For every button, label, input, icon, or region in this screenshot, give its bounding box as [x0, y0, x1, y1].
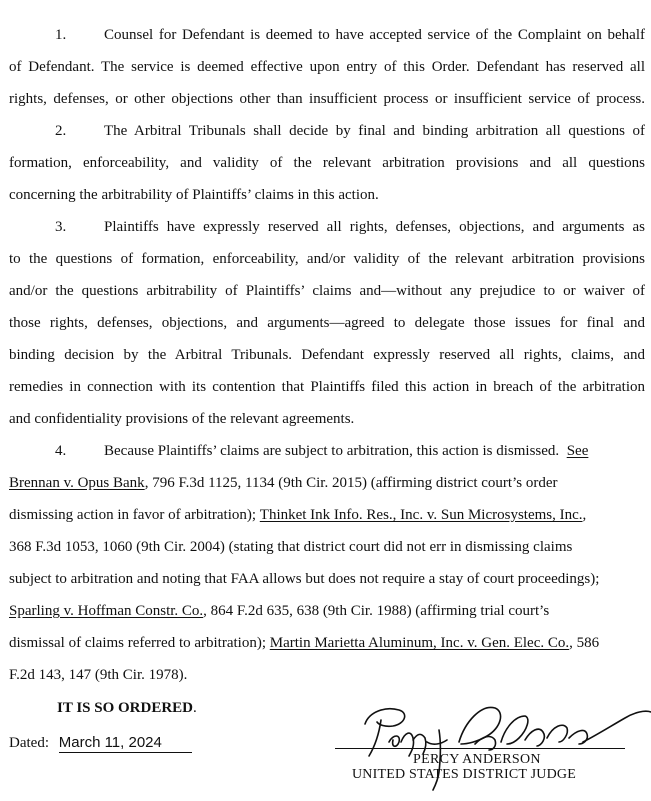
- dated-label: Dated:: [9, 735, 49, 751]
- paragraph-line: [9, 506, 586, 524]
- so-ordered-heading: [57, 699, 197, 717]
- paragraph-line: to the questions of formation, enforceability, and/or validity of the relevant arbitration provisions: [9, 251, 645, 267]
- citation-text: , 586: [569, 635, 600, 651]
- paragraph-line: [9, 602, 549, 620]
- paragraph-line: [9, 634, 599, 652]
- paragraph-number: 2.: [55, 123, 67, 139]
- paragraph-line: and confidentiality provisions of the relevant agreements.: [9, 411, 355, 427]
- paragraph-line: binding decision by the Arbitral Tribunals. Defendant expressly reserved all rights, claims, and: [9, 347, 645, 363]
- paragraph-line: F.2d 143, 147 (9th Cir. 1978).: [9, 667, 188, 683]
- citation-text: dismissal of claims referred to arbitration);: [9, 635, 266, 651]
- paragraph-line: concerning the arbitrability of Plaintiffs’ claims in this action.: [9, 187, 379, 203]
- case-citation-link: Martin Marietta Aluminum, Inc. v. Gen. Elec. Co.: [269, 635, 570, 651]
- paragraph-line: [9, 474, 557, 492]
- paragraph-line: of Defendant. The service is deemed effective upon entry of this Order. Defendant has reserved all: [9, 59, 645, 75]
- paragraph-line: Counsel for Defendant is deemed to have accepted service of the Complaint on behalf: [104, 27, 645, 43]
- judge-name: PERCY ANDERSON: [413, 752, 541, 767]
- dated-line: [9, 734, 192, 753]
- paragraph-number: 4.: [55, 443, 67, 459]
- paragraph-number: 3.: [55, 219, 67, 235]
- so-ordered-period: .: [193, 700, 197, 716]
- citation-signal: See: [566, 443, 589, 459]
- paragraph-line: and/or the questions arbitrability of Plaintiffs’ claims and—without any prejudice to or waiver of: [9, 283, 645, 299]
- paragraph-line: [104, 442, 588, 460]
- paragraph-line: formation, enforceability, and validity of the relevant arbitration provisions and all questions: [9, 155, 645, 171]
- paragraph-text: Because Plaintiffs’ claims are subject to arbitration, this action is dismissed.: [104, 443, 560, 459]
- citation-text: , 864 F.2d 635, 638 (9th Cir. 1988) (affirming trial court’s: [203, 603, 550, 619]
- citation-text: , 796 F.3d 1125, 1134 (9th Cir. 2015) (affirming district court’s order: [144, 475, 558, 491]
- case-citation-link: Thinket Ink Info. Res., Inc. v. Sun Microsystems, Inc.: [259, 507, 583, 523]
- paragraph-line: Plaintiffs have expressly reserved all rights, defenses, objections, and arguments as: [104, 219, 645, 235]
- citation-text: dismissing action in favor of arbitration);: [9, 507, 257, 523]
- paragraph-line: remedies in connection with its contention that Plaintiffs filed this action in breach of the arbitration: [9, 379, 645, 395]
- dated-value: March 11, 2024: [59, 734, 192, 753]
- paragraph-line: 368 F.3d 1053, 1060 (9th Cir. 2004) (stating that district court did not err in dismissing claims: [9, 539, 573, 555]
- so-ordered-text: IT IS SO ORDERED: [57, 700, 194, 716]
- paragraph-line: rights, defenses, or other objections other than insufficient process or insufficient service of process.: [9, 91, 645, 107]
- paragraph-line: subject to arbitration and noting that FAA allows but does not require a stay of court proceedings);: [9, 571, 600, 587]
- case-citation-link: Sparling v. Hoffman Constr. Co.: [9, 603, 204, 619]
- case-citation-link: Brennan v. Opus Bank: [9, 475, 145, 491]
- paragraph-number: 1.: [55, 27, 67, 43]
- paragraph-line: The Arbitral Tribunals shall decide by final and binding arbitration all questions of: [104, 123, 645, 139]
- judge-title: UNITED STATES DISTRICT JUDGE: [352, 767, 576, 782]
- citation-text: ,: [582, 507, 587, 523]
- paragraph-line: those rights, defenses, objections, and arguments—agreed to delegate those issues for final and: [9, 315, 645, 331]
